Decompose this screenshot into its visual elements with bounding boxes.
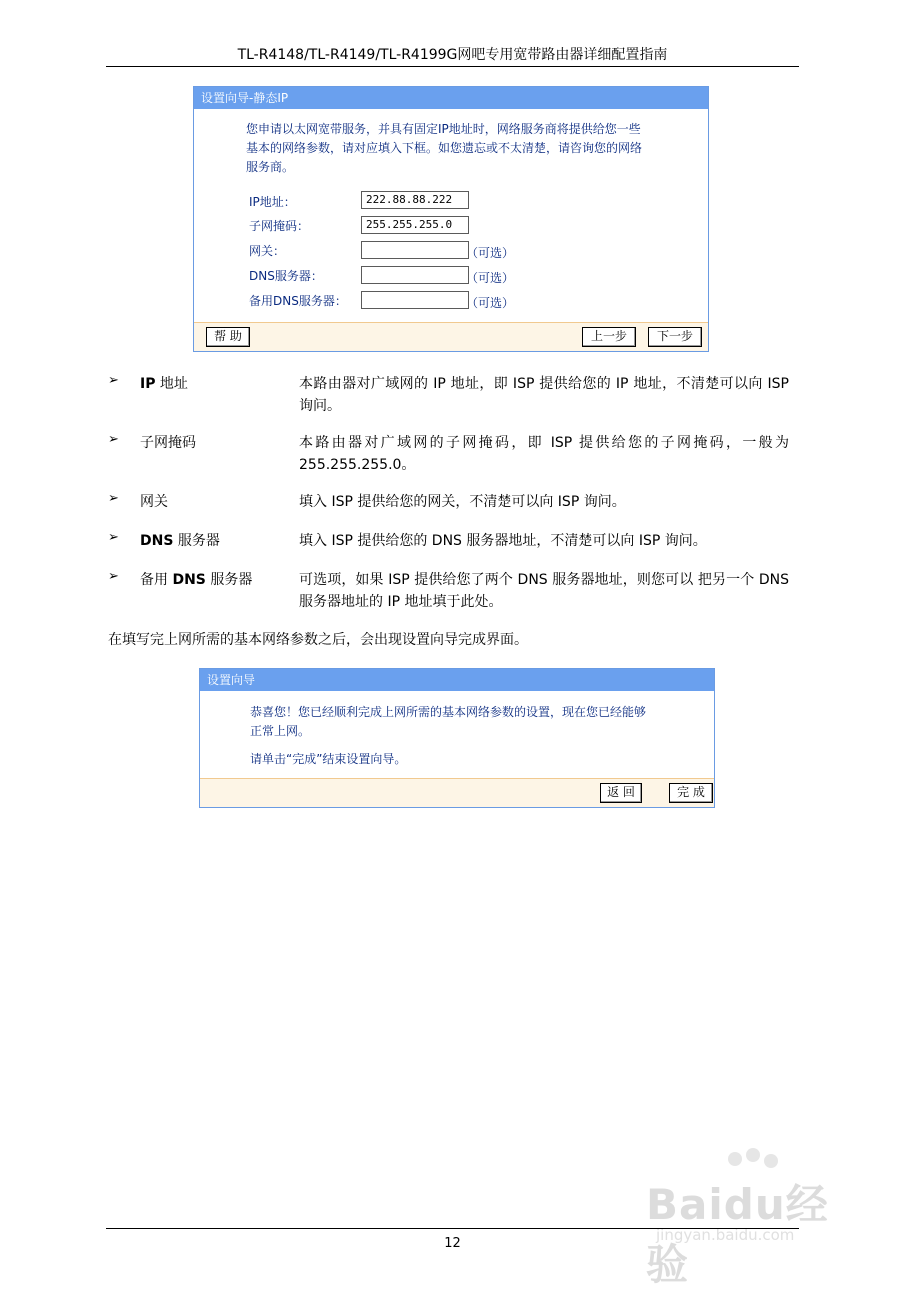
header-rule <box>106 66 799 67</box>
watermark-brand: Baidu经验 <box>646 1180 829 1289</box>
bullet-arrow-icon: ➢ <box>108 432 119 447</box>
next-step-button[interactable]: 下一步 <box>648 327 702 347</box>
term-description: 本路由器对广域网的 IP 地址，即 ISP 提供给您的 IP 地址，不清楚可以向 ISP 询问。 <box>299 376 789 414</box>
ip-address-label: IP地址： <box>249 195 296 209</box>
dns-server-optional-note: （可选） <box>466 271 515 285</box>
page-header: TL-R4148/TL-R4149/TL-R4199G网吧专用宽带路由器详细配置指南 <box>237 47 668 63</box>
secondary-dns-input[interactable] <box>361 291 469 309</box>
term-description: 填入 ISP 提供给您的网关，不清楚可以向 ISP 询问。 <box>299 494 626 510</box>
gateway-input[interactable] <box>361 241 469 259</box>
ip-address-input[interactable]: 222.88.88.222 <box>361 191 469 209</box>
body-paragraph: 在填写完上网所需的基本网络参数之后，会出现设置向导完成界面。 <box>108 632 528 648</box>
intro-line-1: 您申请以太网宽带服务，并具有固定IP地址时，网络服务商将提供给您一些 <box>246 122 641 136</box>
paw-icon <box>728 1152 742 1166</box>
term-description: 本路由器对广域网的子网掩码，即 ISP 提供给您的子网掩码，一般为 255.255.255.0。 <box>299 435 789 473</box>
dns-server-label: DNS服务器： <box>249 269 323 283</box>
done-line-2: 正常上网。 <box>250 724 311 738</box>
wizard-done-panel <box>199 668 715 808</box>
wizard-done-footer <box>200 778 714 807</box>
gateway-label: 网关： <box>249 244 286 258</box>
paw-icon <box>746 1148 760 1162</box>
secondary-dns-optional-note: （可选） <box>466 296 515 310</box>
term-name: DNS 服务器 <box>140 533 220 549</box>
wizard-done-title: 设置向导 <box>200 669 714 691</box>
wizard-footer <box>194 322 708 351</box>
term-name: 网关 <box>140 494 168 510</box>
dns-server-input[interactable] <box>361 266 469 284</box>
bullet-arrow-icon: ➢ <box>108 530 119 545</box>
done-hint: 请单击“完成”结束设置向导。 <box>250 752 407 766</box>
term-name: 备用 DNS 服务器 <box>140 572 253 588</box>
term-description: 填入 ISP 提供给您的 DNS 服务器地址，不清楚可以向 ISP 询问。 <box>299 533 707 549</box>
wizard-static-ip-panel <box>193 86 709 352</box>
term-name: 子网掩码 <box>140 435 196 451</box>
intro-line-3: 服务商。 <box>246 160 295 174</box>
finish-button[interactable]: 完 成 <box>669 783 713 803</box>
bullet-arrow-icon: ➢ <box>108 373 119 388</box>
paw-icon <box>764 1154 778 1168</box>
subnet-mask-label: 子网掩码： <box>249 219 310 233</box>
page-number: 12 <box>444 1236 461 1251</box>
help-button[interactable]: 帮 助 <box>206 327 250 347</box>
bullet-arrow-icon: ➢ <box>108 491 119 506</box>
intro-line-2: 基本的网络参数，请对应填入下框。如您遗忘或不太清楚，请咨询您的网络 <box>246 141 643 155</box>
term-name: IP 地址 <box>140 376 188 392</box>
gateway-optional-note: （可选） <box>466 246 515 260</box>
wizard-title: 设置向导-静态IP <box>194 87 708 109</box>
footer-rule <box>106 1228 799 1229</box>
prev-step-button[interactable]: 上一步 <box>582 327 636 347</box>
watermark-url: jingyan.baidu.com <box>656 1226 795 1244</box>
done-line-1: 恭喜您！您已经顺利完成上网所需的基本网络参数的设置，现在您已经能够 <box>250 705 647 719</box>
secondary-dns-label: 备用DNS服务器： <box>249 294 347 308</box>
term-description: 可选项，如果 ISP 提供给您了两个 DNS 服务器地址，则您可以 把另一个 DNS 服务器地址的 IP 地址填于此处。 <box>299 572 789 610</box>
subnet-mask-input[interactable]: 255.255.255.0 <box>361 216 469 234</box>
bullet-arrow-icon: ➢ <box>108 569 119 584</box>
back-button[interactable]: 返 回 <box>600 783 642 803</box>
